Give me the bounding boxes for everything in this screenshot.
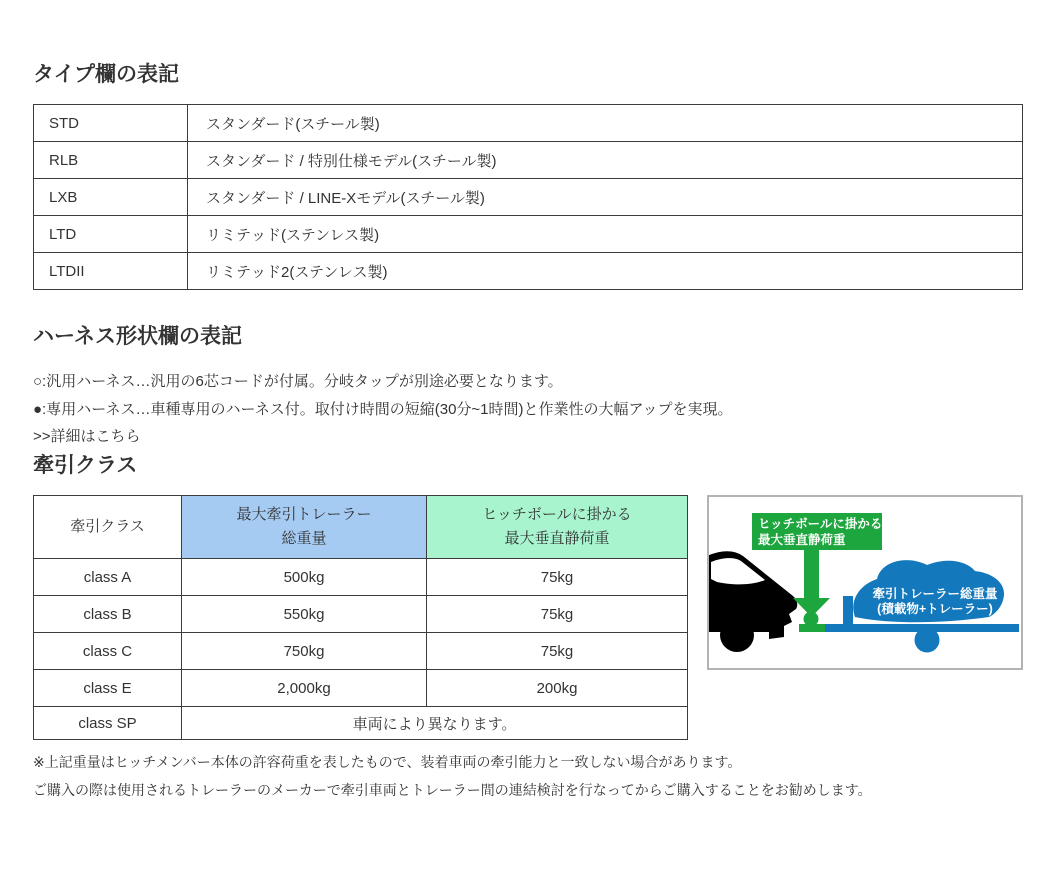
table-row bbox=[34, 633, 688, 670]
towing-class-table bbox=[33, 495, 688, 740]
towing-content-row bbox=[33, 495, 1023, 740]
table-row bbox=[34, 253, 1023, 290]
type-description: リミテッド(ステンレス製) bbox=[188, 216, 1023, 253]
sp-note: 車両により異なります。 bbox=[182, 707, 688, 740]
max-trailer-value: 500kg bbox=[182, 559, 427, 596]
towing-illustration bbox=[707, 495, 1023, 670]
type-code: STD bbox=[34, 105, 188, 142]
table-row bbox=[34, 105, 1023, 142]
hitch-ball-base bbox=[799, 624, 825, 632]
max-trailer-value: 750kg bbox=[182, 633, 427, 670]
table-row bbox=[34, 596, 688, 633]
towing-car-silhouette bbox=[709, 551, 797, 652]
trailer-wheel bbox=[915, 628, 940, 653]
header-class: 牽引クラス bbox=[34, 496, 182, 559]
table-row bbox=[34, 707, 688, 740]
type-code: LTD bbox=[34, 216, 188, 253]
header-max-vertical bbox=[427, 496, 688, 559]
table-row bbox=[34, 559, 688, 596]
header-max-trailer-line1: 最大牽引トレーラー bbox=[236, 506, 372, 523]
max-vertical-value: 75kg bbox=[427, 559, 688, 596]
header-max-trailer-line2: 総重量 bbox=[281, 530, 327, 547]
type-description: リミテッド2(ステンレス製) bbox=[188, 253, 1023, 290]
hitch-label-line1: ヒッチボールに掛かる bbox=[758, 517, 883, 531]
trailer-label-line1: 牽引トレーラー総重量 bbox=[872, 587, 998, 601]
table-header-row bbox=[34, 496, 688, 559]
class-name: class B bbox=[34, 596, 182, 633]
class-name: class A bbox=[34, 559, 182, 596]
class-name: class SP bbox=[34, 707, 182, 740]
harness-dedicated-line: ●:専用ハーネス…車種専用のハーネス付。取付け時間の短縮(30分~1時間)と作業性の大幅アップを実現。 bbox=[33, 401, 733, 418]
max-trailer-value: 2,000kg bbox=[182, 670, 427, 707]
details-link[interactable]: >>詳細はこちら bbox=[33, 428, 141, 445]
trailer-post bbox=[843, 596, 853, 624]
header-max-vertical-line1: ヒッチボールに掛かる bbox=[482, 506, 632, 523]
header-max-trailer bbox=[182, 496, 427, 559]
type-section-heading: タイプ欄の表記 bbox=[33, 63, 179, 86]
note-capacity: ※上記重量はヒッチメンバー本体の許容荷重を表したもので、装着車両の牽引能力と一致しない場合があります。 bbox=[33, 754, 742, 770]
down-arrow-icon bbox=[804, 549, 819, 599]
note-purchase: ご購入の際は使用されるトレーラーのメーカーで牽引車両とトレーラー間の連結検討を行なってからご購入することをお勧めします。 bbox=[33, 782, 872, 798]
type-code: LXB bbox=[34, 179, 188, 216]
max-vertical-value: 75kg bbox=[427, 596, 688, 633]
class-name: class E bbox=[34, 670, 182, 707]
max-vertical-value: 75kg bbox=[427, 633, 688, 670]
towing-section-heading: 牽引クラス bbox=[33, 454, 138, 477]
harness-section-heading: ハーネス形状欄の表記 bbox=[33, 325, 242, 348]
harness-generic-line: ○:汎用ハーネス…汎用の6芯コードが付属。分岐タップが別途必要となります。 bbox=[33, 373, 563, 390]
header-max-vertical-line2: 最大垂直静荷重 bbox=[504, 530, 610, 547]
max-vertical-value: 200kg bbox=[427, 670, 688, 707]
type-description: スタンダード / 特別仕様モデル(スチール製) bbox=[188, 142, 1023, 179]
max-trailer-value: 550kg bbox=[182, 596, 427, 633]
type-code: LTDII bbox=[34, 253, 188, 290]
type-description: スタンダード / LINE-Xモデル(スチール製) bbox=[188, 179, 1023, 216]
trailer-with-jetski-graphic bbox=[825, 560, 1019, 652]
type-description: スタンダード(スチール製) bbox=[188, 105, 1023, 142]
class-name: class C bbox=[34, 633, 182, 670]
type-code: RLB bbox=[34, 142, 188, 179]
trailer-label-line2: (積載物+トレーラー) bbox=[877, 602, 993, 616]
hitch-label-line2: 最大垂直静荷重 bbox=[758, 533, 846, 547]
table-row bbox=[34, 142, 1023, 179]
table-row bbox=[34, 179, 1023, 216]
footer-notes bbox=[33, 748, 1023, 804]
table-row bbox=[34, 216, 1023, 253]
table-row bbox=[34, 670, 688, 707]
type-table bbox=[33, 104, 1023, 290]
